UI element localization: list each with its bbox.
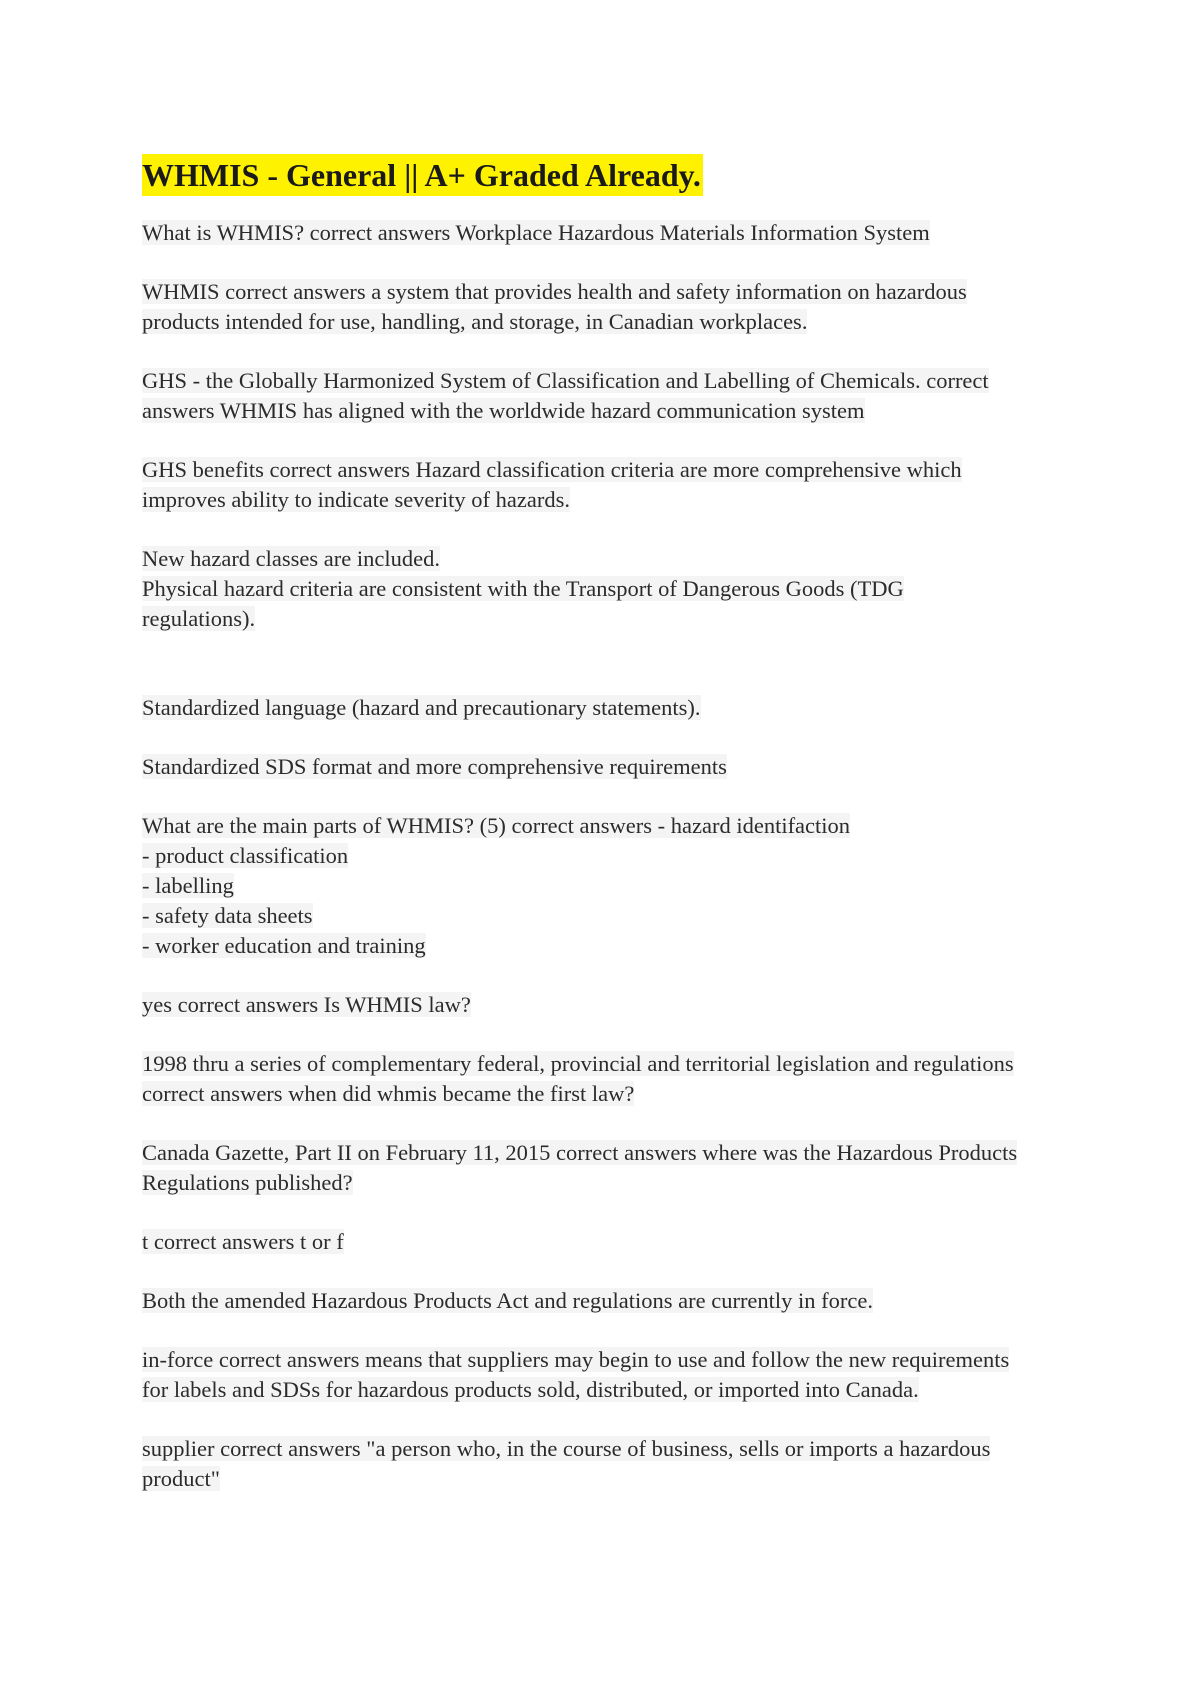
paragraph-line: Standardized language (hazard and precautionary statements).	[142, 695, 701, 720]
document-page	[142, 154, 1082, 1523]
paragraph-line: product"	[142, 1466, 220, 1491]
paragraph-line: GHS - the Globally Harmonized System of Classification and Labelling of Chemicals. correct	[142, 368, 989, 393]
paragraph-line: yes correct answers Is WHMIS law?	[142, 992, 471, 1017]
paragraph-in-force	[142, 1286, 1082, 1316]
paragraph-in-force-definition	[142, 1345, 1082, 1405]
paragraph-line: GHS benefits correct answers Hazard classification criteria are more comprehensive which	[142, 457, 962, 482]
paragraph-whmis-definition	[142, 277, 1082, 337]
paragraph-line: New hazard classes are included.	[142, 546, 440, 571]
paragraph-line: WHMIS correct answers a system that provides health and safety information on hazardous	[142, 279, 967, 304]
paragraph-what-is-whmis	[142, 218, 1082, 248]
paragraph-line: supplier correct answers "a person who, in the course of business, sells or imports a hazardous	[142, 1436, 991, 1461]
paragraph-ghs	[142, 366, 1082, 426]
list-item: - worker education and training	[142, 933, 426, 958]
paragraph-line: Canada Gazette, Part II on February 11, 2015 correct answers where was the Hazardous Products	[142, 1140, 1018, 1165]
paragraph-t-or-f	[142, 1227, 1082, 1257]
paragraph-is-whmis-law	[142, 990, 1082, 1020]
list-item: - safety data sheets	[142, 903, 313, 928]
paragraph-ghs-benefits	[142, 455, 1082, 515]
paragraph-line: improves ability to indicate severity of hazards.	[142, 487, 570, 512]
paragraph-line: for labels and SDSs for hazardous products sold, distributed, or imported into Canada.	[142, 1377, 919, 1402]
paragraph-main-parts	[142, 811, 1082, 961]
paragraph-line: products intended for use, handling, and storage, in Canadian workplaces.	[142, 309, 808, 334]
paragraph-line: correct answers when did whmis became the first law?	[142, 1081, 635, 1106]
paragraph-line: 1998 thru a series of complementary federal, provincial and territorial legislation and regulations	[142, 1051, 1014, 1076]
page-title: WHMIS - General || A+ Graded Already.	[142, 154, 703, 196]
paragraph-canada-gazette	[142, 1138, 1082, 1198]
paragraph-line: regulations).	[142, 606, 256, 631]
paragraph-supplier	[142, 1434, 1082, 1494]
paragraph-standardized-language	[142, 693, 1082, 723]
paragraph-first-law	[142, 1049, 1082, 1109]
paragraph-line: t correct answers t or f	[142, 1229, 344, 1254]
paragraph-line: answers WHMIS has aligned with the worldwide hazard communication system	[142, 398, 865, 423]
paragraph-line: Both the amended Hazardous Products Act and regulations are currently in force.	[142, 1288, 874, 1313]
paragraph-new-hazard-classes	[142, 544, 1082, 634]
paragraph-line: What are the main parts of WHMIS? (5) correct answers - hazard identifaction	[142, 813, 851, 838]
list-item: - product classification	[142, 843, 349, 868]
paragraph-line: Regulations published?	[142, 1170, 353, 1195]
list-item: - labelling	[142, 873, 234, 898]
paragraph-line: in-force correct answers means that suppliers may begin to use and follow the new requirements	[142, 1347, 1010, 1372]
paragraph-standardized-sds	[142, 752, 1082, 782]
paragraph-line: Standardized SDS format and more comprehensive requirements	[142, 754, 727, 779]
paragraph-line: Physical hazard criteria are consistent with the Transport of Dangerous Goods (TDG	[142, 576, 904, 601]
paragraph-line: What is WHMIS? correct answers Workplace Hazardous Materials Information System	[142, 220, 930, 245]
